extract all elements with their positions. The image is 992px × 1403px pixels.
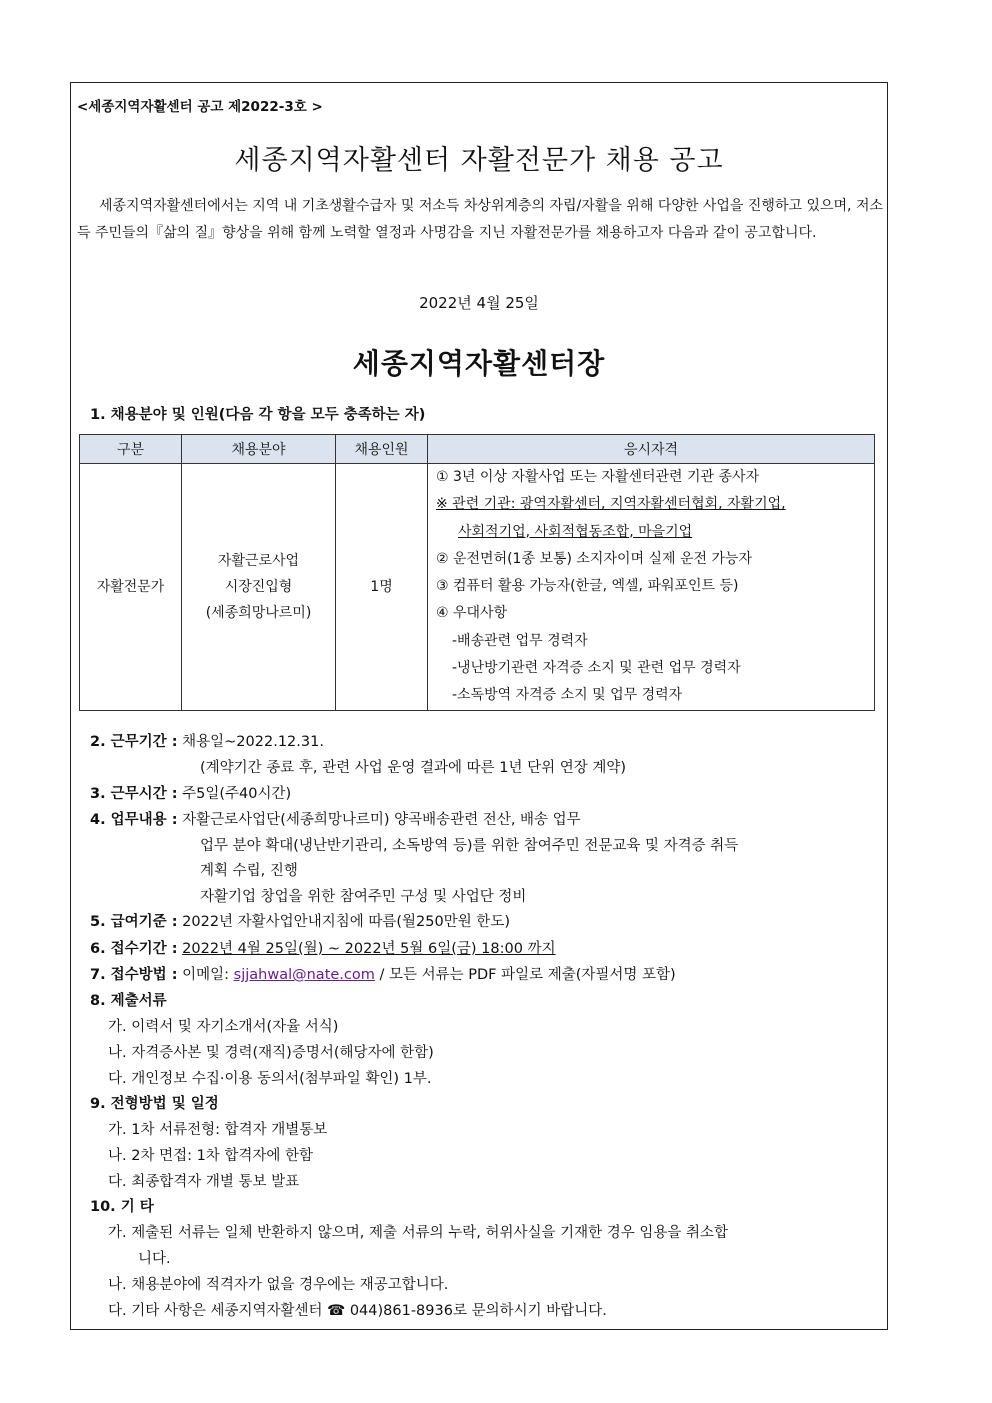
cell-category: 자활전문가 xyxy=(80,464,182,711)
salary xyxy=(90,910,510,931)
application-period-value: 2022년 4월 25일(월) ~ 2022년 5월 6일(금) 18:00 까지 xyxy=(182,941,556,957)
preference-item: -소독방역 자격증 소지 및 업무 경력자 xyxy=(452,687,683,704)
cell-field xyxy=(182,464,336,711)
email-link[interactable]: sjjahwal@nate.com xyxy=(233,967,375,983)
notice-date: 2022년 4월 25일 xyxy=(419,294,539,312)
application-method-label: 7. 접수방법 : xyxy=(90,967,178,983)
process-line: 다. 최종합격자 개별 통보 발표 xyxy=(108,1174,300,1190)
application-method-prefix: 이메일: xyxy=(182,967,230,983)
header-qualifications: 응시자격 xyxy=(428,435,875,464)
etc-line: 다. 기타 사항은 세종지역자활센터 ☎ 044)861-8936로 문의하시기 바랍니다. xyxy=(108,1303,607,1319)
organization-head: 세종지역자활센터장 xyxy=(352,347,606,380)
work-period xyxy=(90,730,324,751)
table-row xyxy=(80,464,875,711)
salary-value: 2022년 자활사업안내지침에 따름(월250만원 한도) xyxy=(182,914,510,930)
notice-number: <세종지역자활센터 공고 제2022-3호 > xyxy=(77,99,323,115)
field-line: (세종희망나르미) xyxy=(205,604,312,621)
documents-line: 가. 이력서 및 자기소개서(자율 서식) xyxy=(108,1019,339,1035)
qualification-item: ③ 컴퓨터 활용 가능자(한글, 엑셀, 파워포인트 등) xyxy=(436,578,739,595)
table-header-row xyxy=(80,435,875,464)
header-field: 채용분야 xyxy=(182,435,336,464)
etc-line: 나. 채용분야에 적격자가 없을 경우에는 재공고합니다. xyxy=(108,1277,449,1293)
application-period xyxy=(90,937,556,958)
etc-line: 니다. xyxy=(138,1251,171,1267)
cell-count: 1명 xyxy=(336,464,428,711)
intro-text: 세종지역자활센터에서는 지역 내 기초생활수급자 및 저소득 차상위계층의 자립/자활을 위해 다양한 사업을 진행하고 있으며, 저소득 주민들의『삶의 질』향상을 위해 함께 노력할 열정과 사명감을 지닌 자활전문가를 채용하고자 다음과 같이 공고합니다. xyxy=(77,198,883,241)
documents-heading: 8. 제출서류 xyxy=(90,993,167,1009)
preference-item: -냉난방기관련 자격증 소지 및 관련 업무 경력자 xyxy=(452,660,741,677)
work-period-value: 채용일~2022.12.31. xyxy=(182,734,324,750)
duties-line: 업무 분야 확대(냉난반기관리, 소독방역 등)를 위한 참여주민 전문교육 및 자격증 취득 xyxy=(200,838,739,854)
header-count: 채용인원 xyxy=(336,435,428,464)
duties-line: 자활근로사업단(세종희망나르미) 양곡배송관련 전산, 배송 업무 xyxy=(182,812,581,828)
qualification-note: 사회적기업, 사회적협동조합, 마을기업 xyxy=(458,523,693,540)
qualification-note: ※ 관련 기관: 광역자활센터, 지역자활센터협회, 자활기업, xyxy=(436,496,786,513)
qualification-item: ① 3년 이상 자활사업 또는 자활센터관련 기관 종사자 xyxy=(436,469,760,485)
duties xyxy=(90,808,581,829)
application-method xyxy=(90,963,676,984)
work-hours-value: 주5일(주40시간) xyxy=(182,786,292,802)
process-line: 나. 2차 면접: 1차 합격자에 한함 xyxy=(108,1148,314,1164)
work-hours xyxy=(90,782,291,803)
etc-heading: 10. 기 타 xyxy=(90,1199,154,1215)
documents-line: 다. 개인정보 수집·이용 동의서(첨부파일 확인) 1부. xyxy=(108,1071,432,1087)
application-period-label: 6. 접수기간 : xyxy=(90,941,178,957)
documents-line: 나. 자격증사본 및 경력(재직)증명서(해당자에 한함) xyxy=(108,1045,434,1061)
application-method-suffix: / 모든 서류는 PDF 파일로 제출(자필서명 포함) xyxy=(379,967,676,983)
process-heading: 9. 전형방법 및 일정 xyxy=(90,1096,219,1112)
qualification-item: ④ 우대사항 xyxy=(436,605,508,622)
duties-line: 계획 수립, 진행 xyxy=(200,863,298,879)
field-line: 자활근로사업 xyxy=(217,552,300,569)
recruitment-table xyxy=(79,434,875,711)
section-heading-recruitment: 1. 채용분야 및 인원(다음 각 항을 모두 충족하는 자) xyxy=(90,407,426,423)
salary-label: 5. 급여기준 : xyxy=(90,914,178,930)
notice-title: 세종지역자활센터 자활전문가 채용 공고 xyxy=(234,145,724,176)
preference-item: -배송관련 업무 경력자 xyxy=(452,632,588,649)
qualification-item: ② 운전면허(1종 보통) 소지자이며 실제 운전 가능자 xyxy=(436,550,753,567)
process-line: 가. 1차 서류전형: 합격자 개별통보 xyxy=(108,1122,328,1138)
cell-qualifications xyxy=(428,464,875,711)
header-category: 구분 xyxy=(80,435,182,464)
duties-line: 자활기업 창업을 위한 참여주민 구성 및 사업단 정비 xyxy=(200,889,527,905)
duties-label: 4. 업무내용 : xyxy=(90,812,178,828)
etc-line: 가. 제출된 서류는 일체 반환하지 않으며, 제출 서류의 누락, 허위사실을 기재한 경우 임용을 취소합 xyxy=(108,1225,729,1241)
field-line: 시장진입형 xyxy=(224,578,293,595)
intro-paragraph xyxy=(77,193,883,247)
work-period-note: (계약기간 종료 후, 관련 사업 운영 결과에 따른 1년 단위 연장 계약) xyxy=(200,760,627,776)
work-period-label: 2. 근무기간 : xyxy=(90,734,178,750)
work-hours-label: 3. 근무시간 : xyxy=(90,786,178,802)
